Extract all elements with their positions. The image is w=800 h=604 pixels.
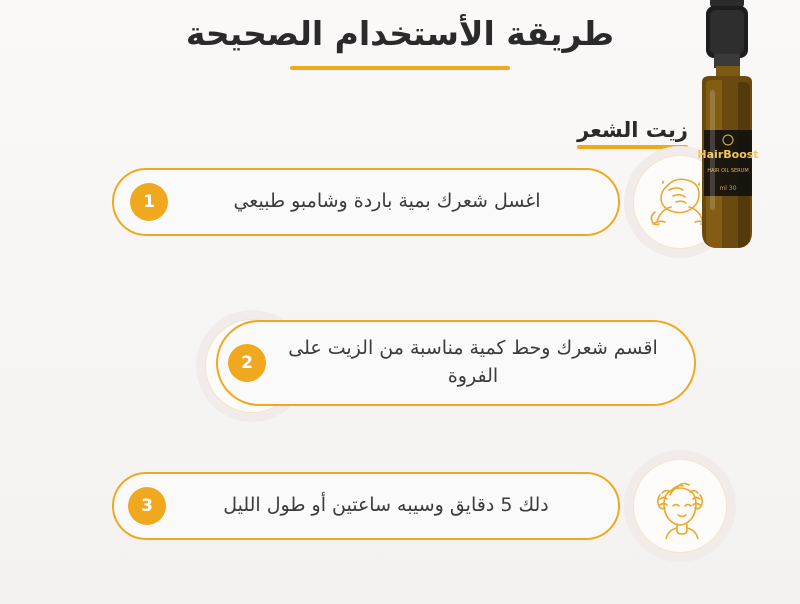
page-title: طريقة الأستخدام الصحيحة bbox=[185, 14, 615, 53]
scalp-massage-icon bbox=[633, 459, 727, 553]
hair-oil-bottle-image bbox=[666, 0, 786, 280]
step-item bbox=[0, 282, 800, 432]
step-2-text: اقسم شعرك وحط كمية مناسبة من الزيت على الفروة bbox=[288, 337, 658, 387]
step-1-text: اغسل شعرك بمية باردة وشامبو طبيعي bbox=[233, 190, 541, 213]
title-underline bbox=[290, 66, 510, 70]
svg-text:HAIR OIL SERUM: HAIR OIL SERUM bbox=[707, 168, 749, 174]
svg-text:30 ml: 30 ml bbox=[719, 185, 737, 192]
step-1-pill bbox=[112, 168, 620, 236]
product-label: زيت الشعر bbox=[577, 118, 688, 142]
step-3-number: 3 bbox=[128, 487, 166, 525]
step-item bbox=[0, 432, 800, 582]
step-3-text: دلك 5 دقايق وسيبه ساعتين أو طول الليل bbox=[223, 494, 549, 517]
step-3-pill bbox=[112, 472, 620, 540]
step-2-number: 2 bbox=[228, 344, 266, 382]
step-3-icon-circle bbox=[624, 450, 736, 562]
step-1-number: 1 bbox=[130, 183, 168, 221]
step-2-pill bbox=[216, 320, 696, 406]
svg-text:HairBoost: HairBoost bbox=[697, 148, 759, 161]
